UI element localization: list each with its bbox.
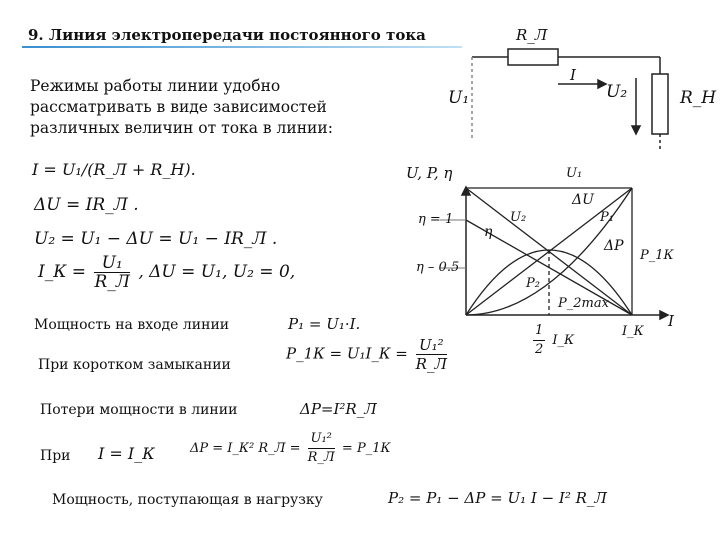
dp-numerator: U₁² (308, 430, 335, 449)
u2-label: U₂ (606, 82, 628, 102)
p1k-numerator: U₁² (416, 336, 447, 355)
p1-curve-label: P₁ (600, 210, 614, 225)
eta-half-label: η – 0.5 (416, 260, 460, 275)
ik-numerator: U₁ (94, 254, 130, 273)
half-numerator: 1 (533, 322, 545, 341)
load-resistor (652, 74, 668, 134)
p1k-label: P_1К (640, 248, 674, 263)
intro-text: Режимы работы линии удобно рассматривать в виде зависимостей различных величин от тока в линии: (30, 77, 333, 137)
short-circuit-label: При коротком замыкании (38, 357, 231, 373)
ik-axis-label: I_К (622, 324, 644, 339)
eta-one-label: η = 1 (418, 212, 454, 227)
graph-y-axis-label: U, P, η (406, 164, 453, 182)
current-arrow-head (598, 80, 606, 88)
circuit-schematic (472, 49, 668, 150)
power-loss-label: Потери мощности в линии (40, 402, 238, 418)
u1-level-label: U₁ (566, 166, 583, 181)
ik-rest: , ΔU = U₁, U₂ = 0, (138, 262, 296, 282)
p2max-label: P_2max (558, 296, 609, 311)
at-condition: I = I_К (98, 444, 155, 463)
line-resistor (508, 49, 558, 65)
u2-formula: U₂ = U₁ − ΔU = U₁ − IR_Л . (34, 229, 278, 249)
load-resistance-label: R_Н (680, 88, 717, 108)
slide-title: 9. Линия электропередачи постоянного тока (28, 26, 426, 44)
input-power-formula: P₁ = U₁·I. (288, 315, 361, 333)
at-label: При (40, 448, 71, 464)
graph-x-axis-label: I (668, 312, 674, 330)
half-denominator: 2 (535, 342, 544, 357)
line-resistance-label: R_Л (516, 26, 548, 44)
u1-label: U₁ (448, 88, 470, 108)
ik-lhs: I_К = (38, 262, 87, 282)
p2-curve-label: P₂ (526, 276, 540, 291)
current-formula: I = U₁/(R_Л + R_Н). (32, 160, 196, 179)
load-power-label: Мощность, поступающая в нагрузку (52, 492, 323, 508)
power-loss-formula: ΔP=I²R_Л (300, 400, 377, 418)
u2-curve-label: U₂ (510, 210, 527, 225)
x-axis-arrow (660, 311, 668, 319)
eta-curve-label: η (484, 224, 493, 240)
delta-p-label: ΔP (604, 238, 624, 254)
half-fraction (533, 322, 545, 359)
delta-u-label: ΔU (572, 192, 594, 208)
p1k-lhs: P_1К = U₁I_К = (286, 344, 408, 363)
voltage-drop-formula: ΔU = IR_Л . (34, 195, 139, 215)
dp-denominator: R_Л (307, 450, 335, 465)
dp-rest: = P_1К (341, 441, 391, 456)
ik-denominator: R_Л (94, 272, 130, 292)
input-power-label: Мощность на входе линии (34, 317, 230, 333)
current-label: I (570, 66, 576, 84)
dp-lhs: ΔP = I_К² R_Л = (190, 441, 301, 456)
load-power-formula: P₂ = P₁ − ΔP = U₁ I − I² R_Л (388, 489, 607, 507)
half-ik-label (530, 322, 574, 359)
p1k-denominator: R_Л (415, 355, 447, 373)
half-ik-symbol: I_К (552, 333, 575, 348)
u2-arrow-head (632, 126, 640, 134)
